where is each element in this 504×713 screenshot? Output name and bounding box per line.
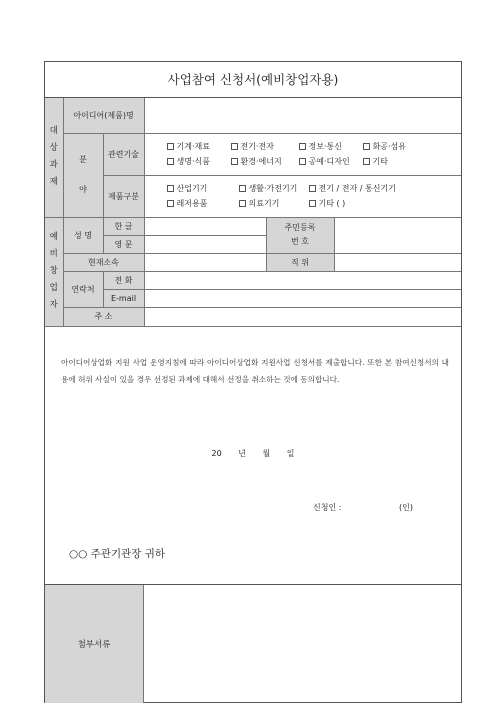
name-hangul-label: 한 글 — [103, 217, 144, 235]
checkbox[interactable] — [363, 143, 370, 150]
checkbox[interactable] — [167, 200, 174, 207]
field-label: 분 야 — [63, 133, 103, 217]
tech-option[interactable]: 전기·전자 — [231, 139, 299, 154]
contact-label: 연락처 — [63, 271, 103, 307]
idea-name-label: 아이디어(제품)명 — [63, 98, 144, 133]
application-form — [44, 61, 462, 703]
attachments-row — [45, 584, 461, 703]
product-option[interactable]: 의료기기 — [239, 196, 309, 211]
position-field[interactable] — [334, 253, 461, 271]
seal-label: (인) — [399, 503, 413, 512]
pledge-text: 아이디어상업화 지원 사업 운영지침에 따라 아이디어상업화 지원사업 신청서를 제출합니다. 또한 본 참여신청서의 내용에 허위 사실이 있을 경우 선정된 과제에 대해서 선정을 취소하는 것에 동의합니다. — [61, 358, 449, 384]
name-english-field[interactable] — [144, 235, 266, 253]
product-options — [144, 175, 461, 217]
rrn-label: 주민등록 번 호 — [266, 217, 334, 253]
name-hangul-field[interactable] — [144, 217, 266, 235]
checkbox[interactable] — [299, 143, 306, 150]
product-option[interactable]: 산업기기 — [167, 181, 239, 196]
tech-option[interactable]: 기계·재료 — [167, 139, 231, 154]
signer-label: 신청인 : — [313, 503, 342, 512]
checkbox[interactable] — [167, 143, 174, 150]
form-table — [45, 98, 461, 327]
address-field[interactable] — [144, 307, 461, 326]
tech-option[interactable]: 화공·섬유 — [363, 139, 406, 154]
rrn-field[interactable] — [334, 217, 461, 253]
tech-option[interactable]: 생명·식품 — [167, 154, 231, 169]
affiliation-label: 현재소속 — [63, 253, 144, 271]
idea-name-field[interactable] — [144, 98, 461, 133]
product-option[interactable]: 전기 / 전자 / 통신기기 — [309, 181, 396, 196]
tech-label: 관련기술 — [103, 133, 144, 175]
addressee: ○○ 주관기관장 귀하 — [69, 548, 165, 560]
address-label: 주 소 — [63, 307, 144, 326]
phone-label: 전 화 — [103, 271, 144, 289]
tech-options — [144, 133, 461, 175]
form-title: 사업참여 신청서(예비창업자용) — [45, 62, 461, 98]
email-label: E-mail — [103, 289, 144, 307]
checkbox[interactable] — [309, 200, 316, 207]
checkbox[interactable] — [231, 143, 238, 150]
name-english-label: 영 문 — [103, 235, 144, 253]
product-type-label: 제품구분 — [103, 175, 144, 217]
product-option[interactable]: 기타 ( ) — [309, 196, 346, 211]
tech-option[interactable]: 환경·에너지 — [231, 154, 299, 169]
section-label-applicant: 예 비 창 업 자 — [45, 217, 63, 326]
name-label: 성 명 — [63, 217, 103, 253]
product-option[interactable]: 생활·가전기기 — [239, 181, 309, 196]
checkbox[interactable] — [167, 158, 174, 165]
phone-field[interactable] — [144, 271, 461, 289]
checkbox[interactable] — [309, 185, 316, 192]
section-label-subject: 대 상 과 제 — [45, 98, 63, 217]
tech-option[interactable]: 공예·디자인 — [299, 154, 363, 169]
checkbox[interactable] — [239, 200, 246, 207]
tech-option[interactable]: 기타 — [363, 154, 388, 169]
checkbox[interactable] — [167, 185, 174, 192]
attachments-label: 첨부서류 — [45, 585, 144, 703]
checkbox[interactable] — [299, 158, 306, 165]
email-field[interactable] — [144, 289, 461, 307]
tech-option[interactable]: 정보·통신 — [299, 139, 363, 154]
checkbox[interactable] — [363, 158, 370, 165]
position-label: 직 위 — [266, 253, 334, 271]
affiliation-field[interactable] — [144, 253, 266, 271]
checkbox[interactable] — [231, 158, 238, 165]
checkbox[interactable] — [239, 185, 246, 192]
product-option[interactable]: 레저용품 — [167, 196, 239, 211]
date-line: 20 년 월 일 — [211, 449, 295, 458]
